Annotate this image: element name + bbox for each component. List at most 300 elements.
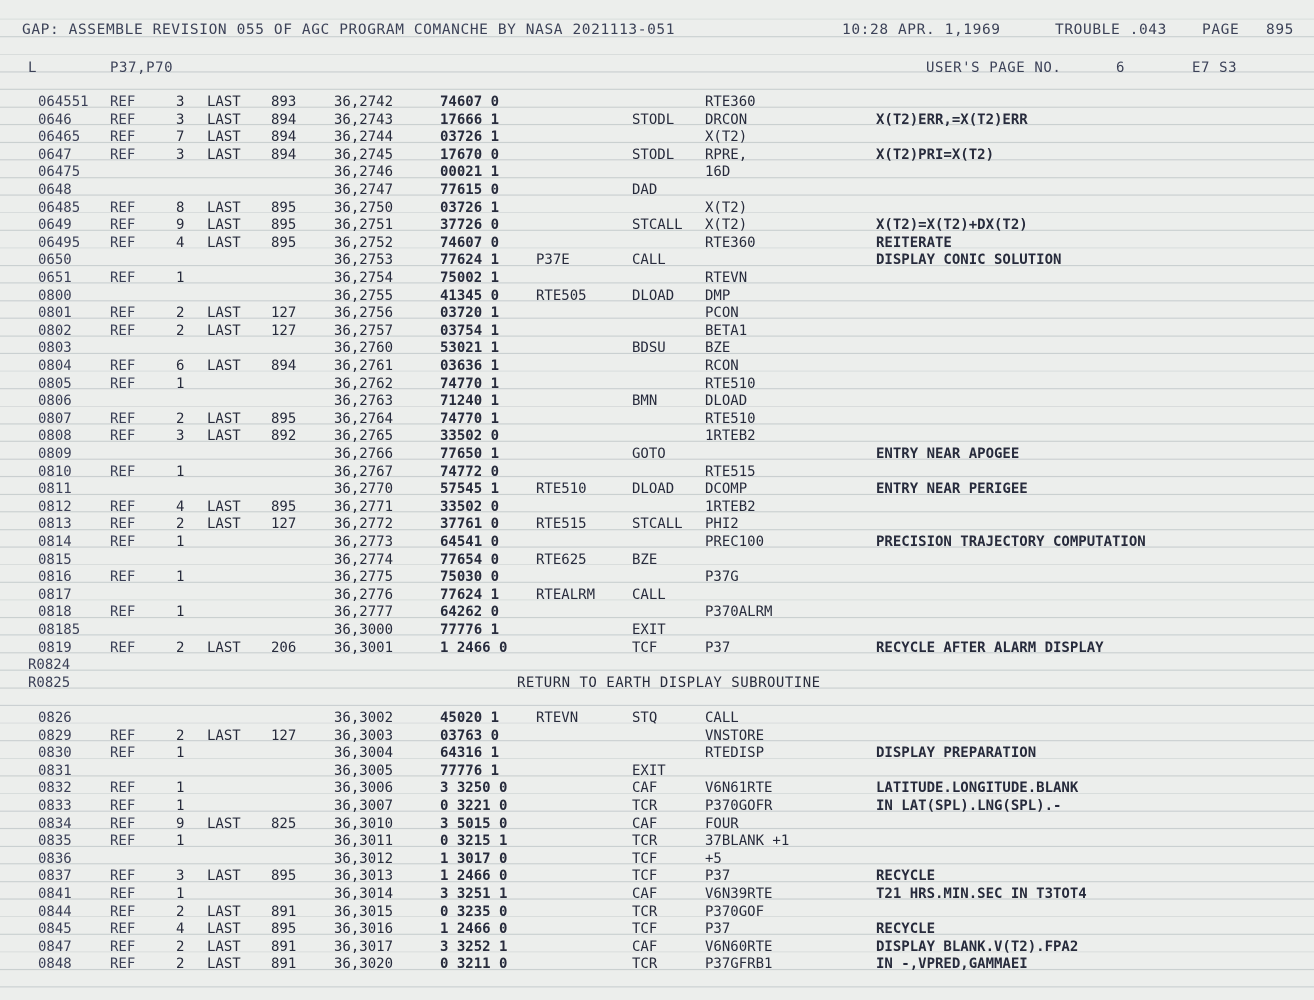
col-arg: P370GOF	[705, 903, 765, 920]
listing-row	[0, 763, 1314, 781]
col-line: 0816	[38, 569, 72, 586]
remark-line-number: R0824	[28, 657, 71, 674]
col-line: 0829	[38, 727, 72, 744]
col-op: CALL	[632, 252, 666, 269]
col-num: 895	[271, 410, 297, 427]
listing-row	[0, 164, 1314, 182]
col-oct: 17666 1	[440, 111, 500, 128]
col-addr: 36,3015	[334, 903, 394, 920]
col-last: LAST	[207, 358, 241, 374]
col-cnt: 4	[176, 921, 185, 938]
col-arg: RTE510	[705, 375, 756, 392]
col-ref: REF	[110, 798, 136, 814]
col-arg: RTE360	[705, 94, 756, 110]
col-arg: BETA1	[705, 322, 748, 339]
col-oct: 53021 1	[440, 340, 500, 357]
col-arg: P370GOFR	[705, 798, 773, 814]
col-addr: 36,3006	[334, 780, 394, 797]
col-line: 06485	[38, 199, 81, 216]
col-ref: REF	[110, 604, 136, 621]
col-line: 0805	[38, 375, 72, 392]
col-oct: 64541 0	[440, 534, 500, 550]
col-oct: 75002 1	[440, 270, 500, 286]
col-cnt: 8	[176, 199, 185, 216]
col-cnt: 1	[176, 463, 185, 480]
col-arg: CALL	[705, 710, 739, 726]
trouble-code: TROUBLE .043	[1055, 22, 1167, 38]
col-num: 893	[271, 94, 297, 110]
col-oct: 03636 1	[440, 358, 500, 374]
col-last: LAST	[207, 903, 241, 920]
col-addr: 36,2751	[334, 217, 394, 234]
col-oct: 03726 1	[440, 199, 500, 216]
col-oct: 37726 0	[440, 217, 500, 234]
col-oct: 3 5015 0	[440, 815, 508, 832]
col-oct: 41345 0	[440, 287, 500, 304]
col-ref: REF	[110, 639, 136, 656]
col-ref: REF	[110, 358, 136, 374]
col-cmt: RECYCLE AFTER ALARM DISPLAY	[876, 639, 1104, 656]
col-cmt: RECYCLE	[876, 921, 936, 938]
col-num: 892	[271, 428, 297, 445]
listing-row	[0, 640, 1314, 658]
listing-row	[0, 833, 1314, 851]
listing-row	[0, 710, 1314, 728]
col-cnt: 7	[176, 129, 185, 146]
col-op: DAD	[632, 182, 658, 198]
listing-subheader	[28, 60, 1296, 80]
col-ref: REF	[110, 569, 136, 586]
col-addr: 36,2752	[334, 234, 394, 251]
col-oct: 03763 0	[440, 727, 500, 744]
listing-row	[0, 358, 1314, 376]
col-oct: 64262 0	[440, 604, 500, 621]
col-cnt: 2	[176, 639, 185, 656]
col-cmt: X(T2)=X(T2)+DX(T2)	[876, 217, 1028, 234]
col-line: 0647	[38, 146, 72, 163]
col-op: STCALL	[632, 516, 683, 533]
listing-row	[0, 94, 1314, 112]
col-line: 0801	[38, 305, 72, 322]
col-cmt: DISPLAY BLANK.V(T2).FPA2	[876, 938, 1079, 955]
col-op: STCALL	[632, 217, 683, 234]
col-oct: 74770 1	[440, 375, 500, 392]
listing-row	[0, 904, 1314, 922]
col-ref: REF	[110, 498, 136, 515]
col-addr: 36,2756	[334, 305, 394, 322]
col-oct: 74607 0	[440, 94, 500, 110]
col-addr: 36,2766	[334, 446, 394, 462]
col-line: 0806	[38, 393, 72, 410]
col-op: STODL	[632, 146, 675, 163]
col-line: 0650	[38, 252, 72, 269]
col-line: 0847	[38, 938, 72, 955]
listing-row	[0, 464, 1314, 482]
col-arg: 37BLANK +1	[705, 833, 790, 850]
col-oct: 1 2466 0	[440, 639, 508, 656]
col-addr: 36,2762	[334, 375, 394, 392]
col-cmt: ENTRY NEAR PERIGEE	[876, 481, 1028, 498]
col-cmt: X(T2)ERR,=X(T2)ERR	[876, 111, 1028, 128]
listing-row	[0, 305, 1314, 323]
listing-row	[0, 323, 1314, 341]
col-last: LAST	[207, 498, 241, 515]
col-cmt: REITERATE	[876, 234, 952, 251]
col-op: TCR	[632, 956, 658, 973]
col-cnt: 3	[176, 428, 185, 445]
col-last: LAST	[207, 94, 241, 110]
col-addr: 36,2755	[334, 287, 394, 304]
col-num: 127	[271, 727, 297, 744]
listing-row	[0, 376, 1314, 394]
col-num: 895	[271, 217, 297, 234]
col-op: DLOAD	[632, 287, 675, 304]
col-cnt: 1	[176, 534, 185, 550]
col-oct: 74770 1	[440, 410, 500, 427]
col-addr: 36,2754	[334, 270, 394, 286]
col-op: GOTO	[632, 446, 666, 462]
col-addr: 36,2747	[334, 182, 394, 198]
col-oct: 0 3211 0	[440, 956, 508, 973]
col-arg: X(T2)	[705, 217, 748, 234]
col-ref: REF	[110, 921, 136, 938]
col-num: 895	[271, 868, 297, 885]
col-addr: 36,2774	[334, 551, 394, 568]
col-line: 0649	[38, 217, 72, 234]
col-addr: 36,2763	[334, 393, 394, 410]
col-arg: 1RTEB2	[705, 498, 756, 515]
col-arg: VNSTORE	[705, 727, 765, 744]
col-line: 0815	[38, 551, 72, 568]
col-ref: REF	[110, 534, 136, 550]
col-ref: REF	[110, 868, 136, 885]
col-num: 895	[271, 234, 297, 251]
col-arg: RTE360	[705, 234, 756, 251]
listing-row	[0, 886, 1314, 904]
col-ref: REF	[110, 938, 136, 955]
col-oct: 00021 1	[440, 164, 500, 181]
col-ref: REF	[110, 305, 136, 322]
col-arg: V6N39RTE	[705, 886, 773, 902]
col-addr: 36,2772	[334, 516, 394, 533]
col-num: 825	[271, 815, 297, 832]
remark-line-number: R0825	[28, 674, 71, 691]
listing-row	[0, 217, 1314, 235]
col-line: 0814	[38, 534, 72, 550]
col-op: STODL	[632, 111, 675, 128]
col-arg: DCOMP	[705, 481, 748, 498]
listing-row	[0, 780, 1314, 798]
col-line: 0837	[38, 868, 72, 885]
col-lbl: RTEVN	[536, 710, 579, 726]
col-ref: REF	[110, 428, 136, 445]
col-arg: PCON	[705, 305, 739, 322]
col-cnt: 2	[176, 410, 185, 427]
listing-row	[0, 921, 1314, 939]
col-cnt: 2	[176, 727, 185, 744]
listing-row	[0, 428, 1314, 446]
col-line: 0808	[38, 428, 72, 445]
col-oct: 33502 0	[440, 428, 500, 445]
col-line: 064551	[38, 94, 89, 110]
col-line: 0646	[38, 111, 72, 128]
col-last: LAST	[207, 956, 241, 973]
col-oct: 64316 1	[440, 745, 500, 762]
col-op: TCR	[632, 833, 658, 850]
col-num: 894	[271, 358, 297, 374]
col-line: 0648	[38, 182, 72, 198]
col-cnt: 2	[176, 516, 185, 533]
col-oct: 37761 0	[440, 516, 500, 533]
col-oct: 33502 0	[440, 498, 500, 515]
listing-row	[0, 340, 1314, 358]
col-line: 0802	[38, 322, 72, 339]
col-op: BMN	[632, 393, 658, 410]
col-oct: 75030 0	[440, 569, 500, 586]
col-addr: 36,2744	[334, 129, 394, 146]
col-op: TCF	[632, 639, 658, 656]
col-oct: 77776 1	[440, 762, 500, 779]
listing-row	[0, 147, 1314, 165]
col-cnt: 1	[176, 798, 185, 814]
col-num: 895	[271, 498, 297, 515]
col-line: 08185	[38, 622, 81, 638]
col-last: LAST	[207, 129, 241, 146]
col-cnt: 2	[176, 903, 185, 920]
col-arg: DRCON	[705, 111, 748, 128]
col-op: TCF	[632, 921, 658, 938]
col-oct: 0 3221 0	[440, 798, 508, 814]
listing-row	[0, 622, 1314, 640]
col-last: LAST	[207, 868, 241, 885]
col-op: CAF	[632, 938, 658, 955]
listing-row	[0, 499, 1314, 517]
col-cnt: 3	[176, 146, 185, 163]
col-ref: REF	[110, 727, 136, 744]
col-arg: X(T2)	[705, 199, 748, 216]
listing-row	[0, 816, 1314, 834]
col-addr: 36,2770	[334, 481, 394, 498]
listing-row	[0, 956, 1314, 974]
listing-row	[0, 868, 1314, 886]
col-cnt: 1	[176, 375, 185, 392]
col-line: 0811	[38, 481, 72, 498]
col-cmt: X(T2)PRI=X(T2)	[876, 146, 995, 163]
col-ref: REF	[110, 745, 136, 762]
col-cnt: 1	[176, 604, 185, 621]
col-op: DLOAD	[632, 481, 675, 498]
col-num: 206	[271, 639, 297, 656]
col-oct: 3 3251 1	[440, 886, 508, 902]
col-line: 06475	[38, 164, 81, 181]
col-arg: X(T2)	[705, 129, 748, 146]
col-oct: 45020 1	[440, 710, 500, 726]
listing-row	[0, 446, 1314, 464]
col-addr: 36,3003	[334, 727, 394, 744]
col-ref: REF	[110, 322, 136, 339]
col-ref: REF	[110, 410, 136, 427]
col-oct: 17670 0	[440, 146, 500, 163]
col-oct: 0 3235 0	[440, 903, 508, 920]
col-arg: V6N61RTE	[705, 780, 773, 797]
col-ref: REF	[110, 199, 136, 216]
listing-row	[0, 552, 1314, 570]
listing-row	[0, 534, 1314, 552]
col-ref: REF	[110, 94, 136, 110]
col-oct: 3 3252 1	[440, 938, 508, 955]
col-cmt: DISPLAY PREPARATION	[876, 745, 1037, 762]
listing-row	[0, 252, 1314, 270]
col-op: BDSU	[632, 340, 666, 357]
col-addr: 36,3010	[334, 815, 394, 832]
col-last: LAST	[207, 217, 241, 234]
col-num: 891	[271, 938, 297, 955]
col-addr: 36,2765	[334, 428, 394, 445]
col-op: STQ	[632, 710, 658, 726]
listing-row	[0, 182, 1314, 200]
col-line: 06495	[38, 234, 81, 251]
col-arg: RTEDISP	[705, 745, 765, 762]
listing-row	[0, 745, 1314, 763]
col-last: LAST	[207, 428, 241, 445]
col-arg: DMP	[705, 287, 731, 304]
col-oct: 0 3215 1	[440, 833, 508, 850]
col-oct: 71240 1	[440, 393, 500, 410]
col-addr: 36,2761	[334, 358, 394, 374]
col-line: 0803	[38, 340, 72, 357]
col-arg: RTEVN	[705, 270, 748, 286]
listing-row	[0, 200, 1314, 218]
col-num: 894	[271, 146, 297, 163]
print-timestamp: 10:28 APR. 1,1969	[842, 22, 1001, 38]
col-line: 0812	[38, 498, 72, 515]
listing-row	[0, 728, 1314, 746]
col-ref: REF	[110, 833, 136, 850]
col-line: 0845	[38, 921, 72, 938]
col-cnt: 1	[176, 569, 185, 586]
col-num: 891	[271, 956, 297, 973]
col-oct: 1 2466 0	[440, 921, 508, 938]
col-last: LAST	[207, 410, 241, 427]
col-ref: REF	[110, 903, 136, 920]
listing-row	[0, 481, 1314, 499]
col-cmt: IN LAT(SPL).LNG(SPL).-	[876, 798, 1062, 814]
program-names: P37,P70	[110, 60, 174, 76]
col-addr: 36,3012	[334, 850, 394, 867]
col-cnt: 3	[176, 94, 185, 110]
col-ref: REF	[110, 129, 136, 146]
col-line: 0830	[38, 745, 72, 762]
col-lbl: RTE510	[536, 481, 587, 498]
page-label: PAGE	[1202, 22, 1240, 38]
col-ref: REF	[110, 270, 136, 286]
col-line: 0833	[38, 798, 72, 814]
col-last: LAST	[207, 516, 241, 533]
col-cmt: LATITUDE.LONGITUDE.BLANK	[876, 780, 1079, 797]
col-cmt: DISPLAY CONIC SOLUTION	[876, 252, 1062, 269]
col-line: 0813	[38, 516, 72, 533]
col-line: 0809	[38, 446, 72, 462]
col-cnt: 3	[176, 868, 185, 885]
col-oct: 77650 1	[440, 446, 500, 462]
col-line: 0651	[38, 270, 72, 286]
col-arg: P37	[705, 868, 731, 885]
listing-row	[0, 393, 1314, 411]
col-last: LAST	[207, 111, 241, 128]
col-cnt: 9	[176, 815, 185, 832]
sheet-code: E7 S3	[1192, 60, 1238, 76]
col-arg: +5	[705, 850, 722, 867]
col-line: 0834	[38, 815, 72, 832]
users-page-label: USER'S PAGE NO.	[926, 60, 1062, 76]
col-ref: REF	[110, 217, 136, 234]
listing-row	[0, 851, 1314, 869]
col-cnt: 2	[176, 938, 185, 955]
col-addr: 36,2773	[334, 534, 394, 550]
assembly-title: GAP: ASSEMBLE REVISION 055 OF AGC PROGRAM COMANCHE BY NASA 2021113-051	[22, 22, 676, 38]
col-last: LAST	[207, 727, 241, 744]
col-addr: 36,3014	[334, 886, 394, 902]
col-arg: P37G	[705, 569, 739, 586]
listing-row	[0, 235, 1314, 253]
listing-row	[0, 129, 1314, 147]
col-ref: REF	[110, 956, 136, 973]
col-num: 127	[271, 322, 297, 339]
col-num: 127	[271, 516, 297, 533]
col-oct: 1 3017 0	[440, 850, 508, 867]
col-lbl: RTE515	[536, 516, 587, 533]
col-line: 0832	[38, 780, 72, 797]
col-addr: 36,2750	[334, 199, 394, 216]
col-ref: REF	[110, 375, 136, 392]
col-arg: BZE	[705, 340, 731, 357]
col-addr: 36,3011	[334, 833, 394, 850]
col-last: LAST	[207, 234, 241, 251]
col-line: 0807	[38, 410, 72, 427]
col-last: LAST	[207, 322, 241, 339]
listing-row	[0, 411, 1314, 429]
col-oct: 77624 1	[440, 586, 500, 603]
col-cnt: 2	[176, 305, 185, 322]
col-cnt: 1	[176, 833, 185, 850]
col-addr: 36,3013	[334, 868, 394, 885]
col-oct: 77615 0	[440, 182, 500, 198]
col-arg: P370ALRM	[705, 604, 773, 621]
col-ref: REF	[110, 886, 136, 902]
col-last: LAST	[207, 199, 241, 216]
col-arg: PREC100	[705, 534, 765, 550]
col-num: 127	[271, 305, 297, 322]
col-lbl: RTEALRM	[536, 586, 596, 603]
col-cnt: 1	[176, 270, 185, 286]
col-cnt: 9	[176, 217, 185, 234]
col-op: CALL	[632, 586, 666, 603]
listing-header	[22, 22, 1296, 44]
listing-row	[0, 587, 1314, 605]
listing-row	[0, 112, 1314, 130]
col-lbl: RTE505	[536, 287, 587, 304]
col-addr: 36,2764	[334, 410, 394, 427]
col-ref: REF	[110, 815, 136, 832]
col-arg: RPRE,	[705, 146, 748, 163]
listing-row	[0, 939, 1314, 957]
col-cnt: 4	[176, 498, 185, 515]
col-arg: RTE510	[705, 410, 756, 427]
col-addr: 36,2745	[334, 146, 394, 163]
col-last: LAST	[207, 146, 241, 163]
col-addr: 36,3017	[334, 938, 394, 955]
col-oct: 77654 0	[440, 551, 500, 568]
